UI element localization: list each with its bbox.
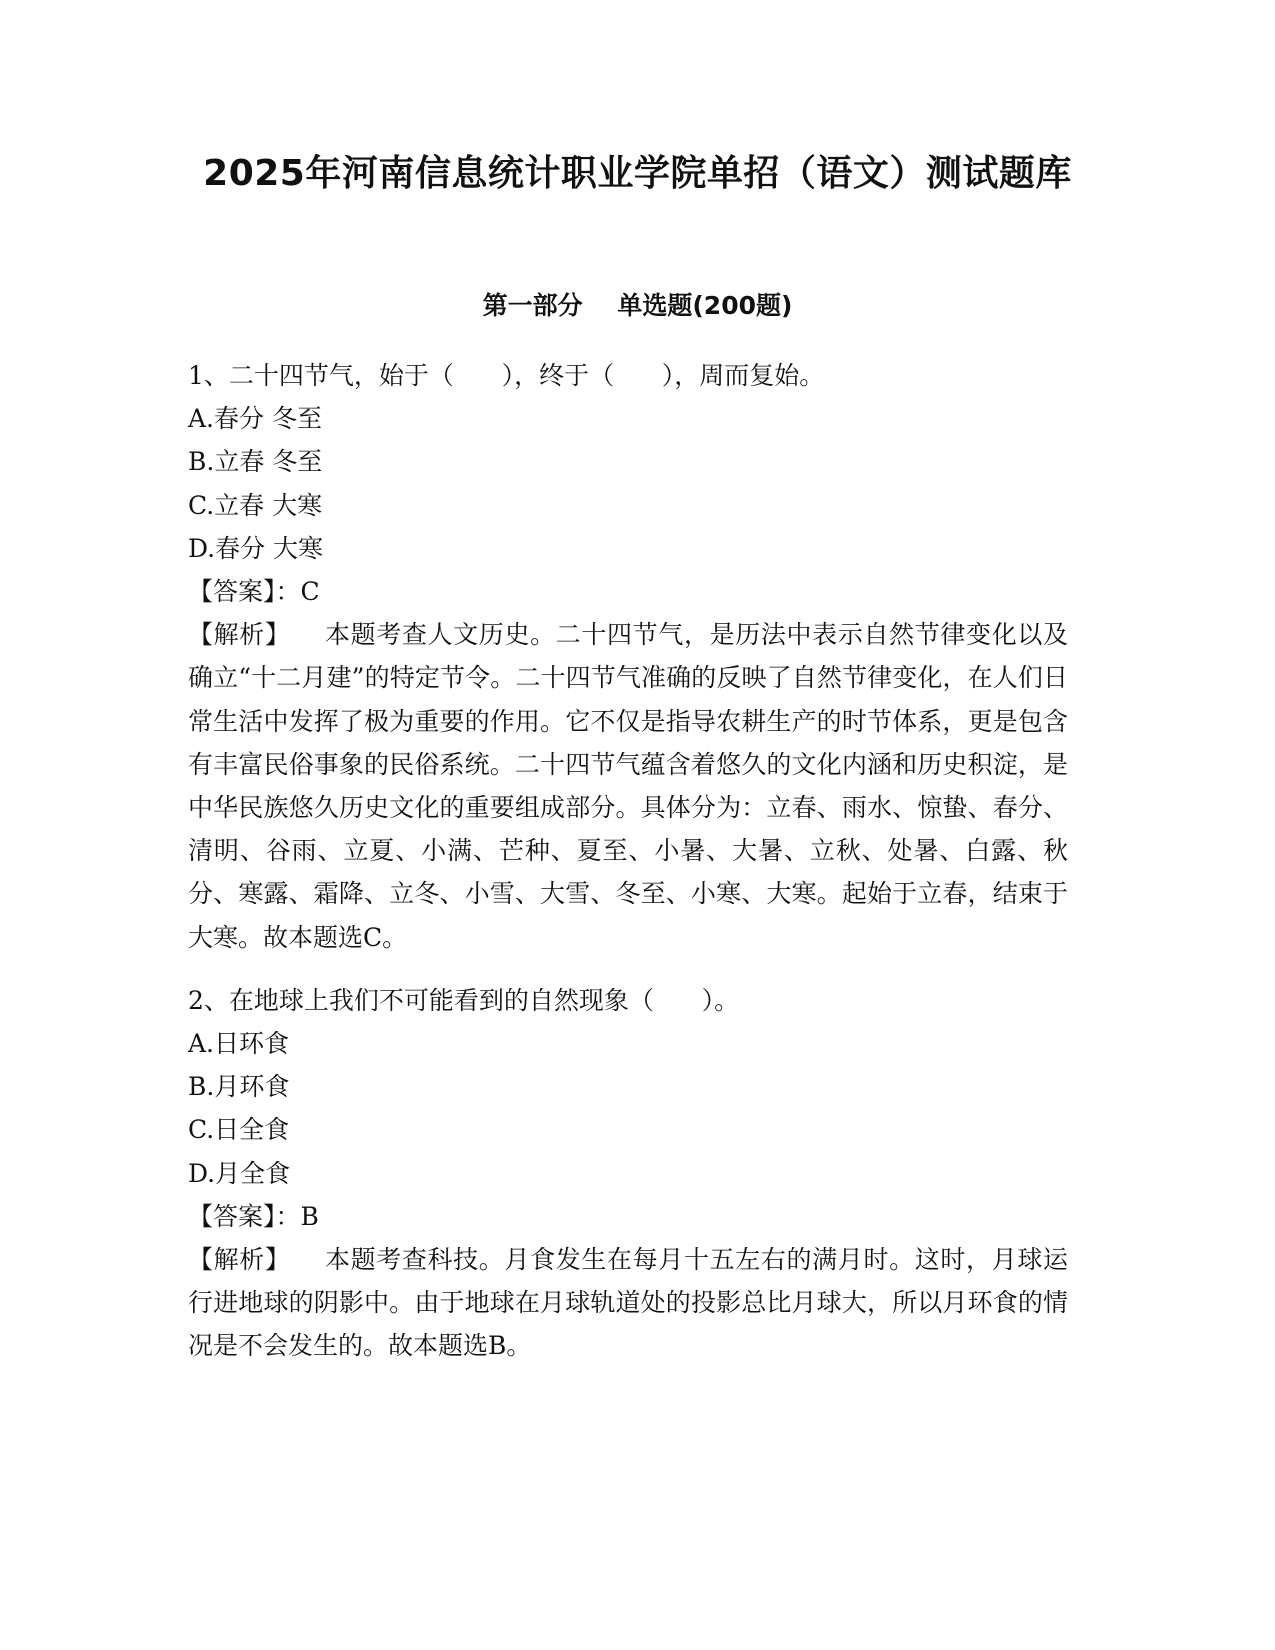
answer-line [188,1195,1068,1238]
question-stem: 1、二十四节气，始于（ ），终于（ ），周而复始。 [188,361,825,390]
answer-label: 【答案】： [188,577,301,607]
answer-line [188,570,1068,613]
option-b: B.月环食 [188,1072,290,1102]
answer-value: B [300,1201,319,1231]
option-c: C.日全食 [188,1115,290,1145]
option-d: D.春分 大寒 [188,533,324,563]
answer-label: 【答案】： [188,1201,301,1231]
section-title: 第一部分 单选题(200题) [482,291,793,320]
document-title: 2025年河南信息统计职业学院单招（语文）测试题库 [203,153,1072,194]
option-a: A.日环食 [188,1029,290,1059]
option-d: D.月全食 [188,1158,291,1188]
explanation-text: 本题考查科技。月食发生在每月十五左右的满月时。这时，月球运行进地球的阴影中。由于地球在月球轨道处的投影总比月球大，所以月环食的情况是不会发生的。故本题选B。 [188,1245,1068,1361]
option-b: B.立春 冬至 [188,447,323,477]
option-c: C.立春 大寒 [188,490,323,520]
explanation-label: 【解析】 [188,1245,291,1275]
question-stem: 2、在地球上我们不可能看到的自然现象（ ）。 [188,985,740,1015]
option-a: A.春分 冬至 [188,404,322,434]
explanation [188,1238,1068,1368]
explanation [188,613,1068,959]
answer-value: C [300,577,320,607]
explanation-label: 【解析】 [188,620,291,650]
document-body [188,354,1068,1368]
explanation-text: 本题考查人文历史。二十四节气，是历法中表示自然节律变化以及确立“十二月建”的特定节令。二十四节气准确的反映了自然节律变化，在人们日常生活中发挥了极为重要的作用。它不仅是指导农耕生产的时节体系，更是包含有丰富民俗事象的民俗系统。二十四节气蕴含着悠久的文化内涵和历史积淀，是中华民族悠久历史文化的重要组成部分。具体分为：立春、雨水、惊蛰、春分、清明、谷雨、立夏、小满、芒种、夏至、小暑、大暑、立秋、处暑、白露、秋分、寒露、霜降、立冬、小雪、大雪、冬至、小寒、大寒。起始于立春，结束于大寒。故本题选C。 [188,620,1068,952]
question-2 [188,979,1068,1368]
question-1 [188,354,1068,959]
